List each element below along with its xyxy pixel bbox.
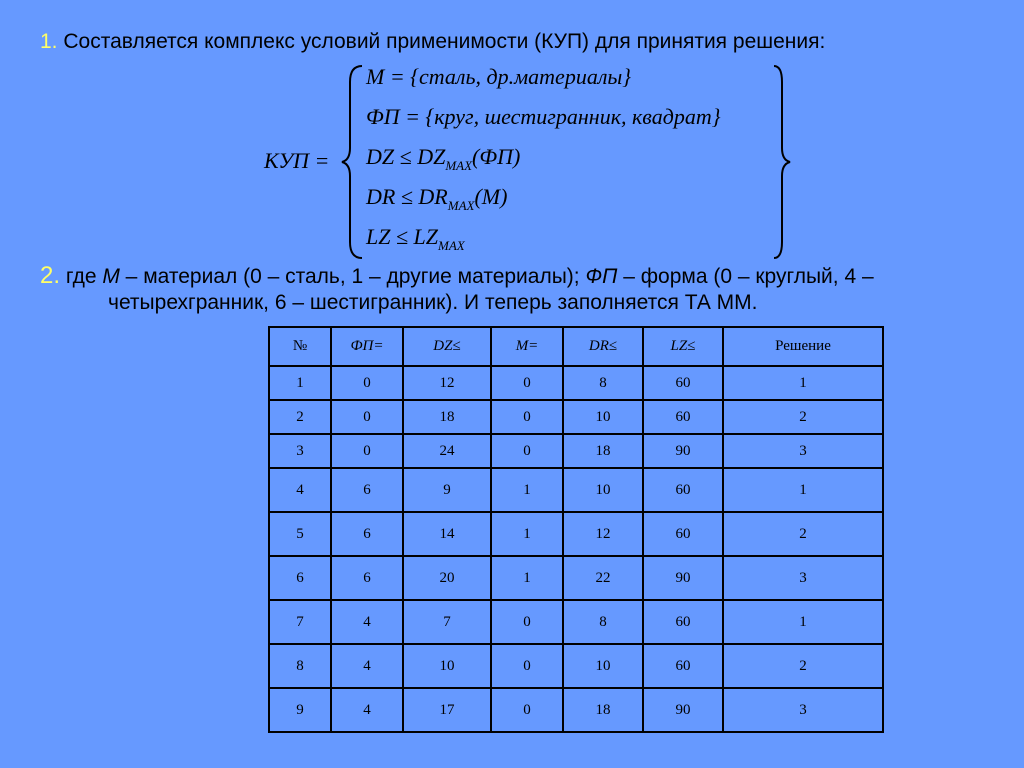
table-cell: 6	[331, 556, 403, 600]
table-cell: 60	[643, 644, 723, 688]
table-cell: 20	[403, 556, 491, 600]
table-cell: 17	[403, 688, 491, 732]
item-1-body: Составляется комплекс условий применимости (КУП) для принятия решения:	[63, 30, 826, 53]
table-header-row	[269, 327, 883, 366]
table-row	[269, 468, 883, 512]
table-cell: 6	[269, 556, 331, 600]
table-cell: 0	[491, 434, 563, 468]
formula-row-dz: DZ ≤ $DZ_{MAX}(ФП)$	[366, 144, 521, 173]
table-cell: 60	[643, 366, 723, 400]
table-cell: 1	[723, 366, 883, 400]
table-cell: 0	[331, 434, 403, 468]
table-cell: 3	[723, 688, 883, 732]
table-cell: 0	[491, 600, 563, 644]
header-no: №	[269, 327, 331, 366]
table-cell: 5	[269, 512, 331, 556]
table-cell: 22	[563, 556, 643, 600]
right-brace	[774, 66, 790, 258]
formula-brackets	[262, 62, 802, 262]
table-cell: 1	[491, 468, 563, 512]
table-cell: 4	[331, 644, 403, 688]
table-cell: 9	[403, 468, 491, 512]
table-cell: 10	[563, 400, 643, 434]
table-cell: 60	[643, 400, 723, 434]
kup-label: КУП =	[264, 148, 330, 173]
table-cell: 10	[403, 644, 491, 688]
table-cell: 1	[491, 556, 563, 600]
table-cell: 12	[563, 512, 643, 556]
item-1-number: 1.	[40, 30, 58, 53]
table-cell: 10	[563, 644, 643, 688]
table-cell: 18	[403, 400, 491, 434]
table-cell: 8	[563, 600, 643, 644]
item-2-text: 2. где M – материал (0 – сталь, 1 – другие материалы); ФП – форма (0 – круглый, 4 –	[40, 262, 874, 289]
table-cell: 8	[563, 366, 643, 400]
table-cell: 3	[723, 556, 883, 600]
table-cell: 3	[269, 434, 331, 468]
left-brace	[342, 66, 362, 258]
table-cell: 2	[723, 400, 883, 434]
table-cell: 9	[269, 688, 331, 732]
table-cell: 10	[563, 468, 643, 512]
table-cell: 4	[331, 600, 403, 644]
table-cell: 4	[269, 468, 331, 512]
table-cell: 7	[269, 600, 331, 644]
table-cell: 2	[723, 644, 883, 688]
table-cell: 90	[643, 556, 723, 600]
formula-row-m: M = {сталь, др.материалы}	[366, 64, 632, 89]
table-cell: 0	[491, 688, 563, 732]
table-row	[269, 644, 883, 688]
table-row	[269, 512, 883, 556]
table-cell: 2	[723, 512, 883, 556]
formula-row-fp: ФП = {круг, шестигранник, квадрат}	[366, 104, 721, 129]
header-dr: DR≤	[563, 327, 643, 366]
table-cell: 0	[491, 644, 563, 688]
table-cell: 0	[331, 400, 403, 434]
table-row	[269, 688, 883, 732]
table-cell: 60	[643, 600, 723, 644]
table-cell: 90	[643, 434, 723, 468]
kup-formula	[262, 62, 802, 262]
decision-table	[268, 326, 884, 733]
table-cell: 1	[723, 468, 883, 512]
table-row	[269, 556, 883, 600]
header-decision: Решение	[723, 327, 883, 366]
table-cell: 4	[331, 688, 403, 732]
table-cell: 90	[643, 688, 723, 732]
formula-row-dr: DR ≤ $DR_{MAX}(M)$	[366, 184, 508, 213]
formula-row-lz: LZ ≤ $LZ_{MAX}$	[366, 224, 465, 253]
item-2-continuation: четырехгранник, 6 – шестигранник). И теперь заполняется ТА ММ.	[108, 291, 758, 314]
table-cell: 1	[269, 366, 331, 400]
header-lz: LZ≤	[643, 327, 723, 366]
table-cell: 60	[643, 468, 723, 512]
table-row	[269, 600, 883, 644]
table-cell: 1	[491, 512, 563, 556]
item-2-number: 2.	[40, 262, 61, 289]
table-cell: 12	[403, 366, 491, 400]
table-cell: 6	[331, 512, 403, 556]
table-cell: 18	[563, 434, 643, 468]
table-cell: 6	[331, 468, 403, 512]
header-fp: ФП=	[331, 327, 403, 366]
table-cell: 3	[723, 434, 883, 468]
table-row	[269, 434, 883, 468]
table-cell: 18	[563, 688, 643, 732]
table-cell: 0	[491, 366, 563, 400]
table-cell: 1	[723, 600, 883, 644]
table-cell: 0	[491, 400, 563, 434]
item-1-text	[40, 30, 825, 54]
header-m: M=	[491, 327, 563, 366]
table-cell: 0	[331, 366, 403, 400]
table-cell: 60	[643, 512, 723, 556]
table-cell: 2	[269, 400, 331, 434]
table-cell: 14	[403, 512, 491, 556]
header-dz: DZ≤	[403, 327, 491, 366]
table-cell: 24	[403, 434, 491, 468]
table-cell: 8	[269, 644, 331, 688]
table-row	[269, 366, 883, 400]
table-row	[269, 400, 883, 434]
table-cell: 7	[403, 600, 491, 644]
